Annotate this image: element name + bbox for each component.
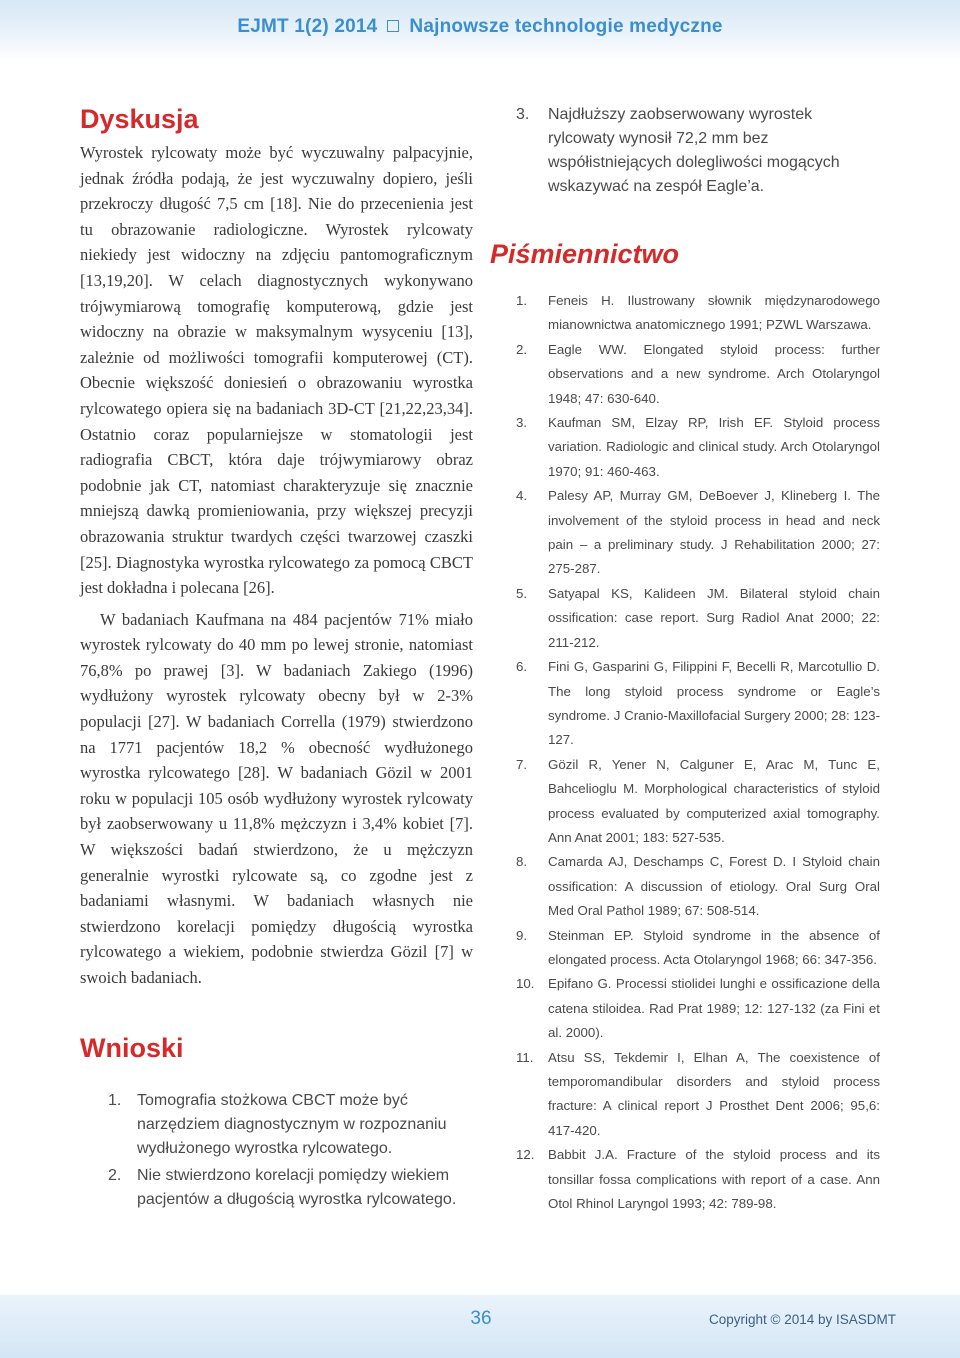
reference-text: Fini G, Gasparini G, Filippini F, Becelli R, Marcotullio D. The long styloid process syndrome or Eagle’s syndrome. J Cranio-Maxillofacial Surgery 2000; 28: 123-127. (548, 659, 880, 748)
left-column (80, 102, 473, 1215)
reference-text: Kaufman SM, Elzay RP, Irish EF. Styloid process variation. Radiologic and clinical study. Arch Otolaryngol 1970; 91: 460-463. (548, 415, 880, 479)
reference-number: 9. (516, 927, 528, 943)
discussion-body (80, 140, 473, 991)
reference-number: 6. (516, 659, 528, 675)
conclusion-text: Nie stwierdzono korelacji pomiędzy wiekiem pacjentów a długością wyrostka rylcowatego. (137, 1166, 457, 1208)
reference-item (516, 338, 880, 411)
conclusion-item (516, 103, 880, 199)
discussion-paragraph-2: W badaniach Kaufmana na 484 pacjentów 71% miało wyrostek rylcowaty do 40 mm po lewej stronie, natomiast 76,8% po prawej [3]. W badaniach Zakiego (1996) wydłużony wyrostek rylcowaty obecny był w 2-3% populacji [27]. W badaniach Corrella (1979) stwierdzono na 1771 pacjentów 18,2 % obecność wydłużonego wyrostka rylcowatego [28]. W badaniach Gözil w 2001 roku w populacji 105 osób wydłużony wyrostek rylcowaty był zaobserwowany u 11,8% mężczyzn i 3,4% kobiet [7]. W większości badań stwierdzono, że u mężczyzn generalnie wyrostki rylcowate są, co zgodne jest z badaniami własnymi. W badaniach własnych nie stwierdzono korelacji pomiędzy długością wyrostka rylcowatego a wiekiem, podobnie stwierdza Gözil [7] w swoich badaniach. (80, 609, 473, 987)
reference-item (516, 850, 880, 923)
reference-text: Epifano G. Processi stiolidei lunghi e ossificazione della catena stiloidea. Rad Prat 1989; 12: 127-132 (za Fini et al. 2000). (548, 976, 880, 1041)
conclusions-heading: Wnioski (80, 1032, 184, 1063)
journal-name: EJMT 1(2) 2014 (237, 16, 378, 37)
reference-item (516, 1046, 880, 1144)
conclusion-item (80, 1164, 473, 1212)
reference-item (516, 1143, 880, 1216)
reference-number: 5. (516, 585, 528, 601)
reference-item (516, 484, 880, 582)
page-number: 36 (470, 1308, 492, 1329)
reference-number: 8. (516, 854, 528, 870)
conclusion-number: 1. (108, 1091, 122, 1109)
conclusion-text: Najdłuższy zaobserwowany wyrostek rylcowaty wynosił 72,2 mm bez współistniejących dolegliwości mogących wskazywać na zespół Eagle’a. (548, 106, 840, 195)
reference-text: Satyapal KS, Kalideen JM. Bilateral styloid chain ossification: case report. Surg Radiol Anat 2000; 22: 211-212. (548, 585, 880, 650)
reference-text: Camarda AJ, Deschamps C, Forest D. I Styloid chain ossification: A discussion of etiology. Oral Surg Oral Med Oral Pathol 1989; 67: 508-514. (548, 854, 880, 919)
separator-square-icon (387, 20, 399, 32)
section-name: Najnowsze technologie medyczne (409, 16, 723, 37)
reference-item (516, 753, 880, 851)
references-heading: Piśmiennictwo (490, 239, 680, 269)
reference-item (516, 411, 880, 484)
reference-text: Feneis H. Ilustrowany słownik międzynarodowego mianownictwa anatomicznego 1991; PZWL Warszawa. (548, 293, 880, 333)
discussion-heading: Dyskusja (80, 104, 199, 134)
conclusions-list (80, 1089, 473, 1212)
conclusion-number: 3. (516, 106, 530, 123)
conclusion-item (80, 1089, 473, 1161)
reference-item (516, 924, 880, 973)
reference-number: 2. (516, 341, 528, 357)
reference-number: 11. (516, 1049, 534, 1065)
reference-item (516, 289, 880, 338)
running-header (0, 16, 960, 38)
reference-number: 10. (516, 976, 535, 992)
reference-item (516, 655, 880, 753)
reference-text: Gözil R, Yener N, Calguner E, Arac M, Tunc E, Bahcelioglu M. Morphological characteristics of styloid process evaluated by computerized axial tomography. Ann Anat 2001; 183: 527-535. (548, 756, 880, 845)
right-column (490, 103, 880, 1216)
conclusions-list-continued (516, 103, 880, 199)
references-list (516, 289, 880, 1216)
reference-text: Eagle WW. Elongated styloid process: further observations and a new syndrome. Arch Otolaryngol 1948; 47: 630-640. (548, 341, 880, 406)
reference-item (516, 972, 880, 1045)
reference-text: Steinman EP. Styloid syndrome in the absence of elongated process. Acta Otolaryngol 1968; 66: 347-356. (548, 927, 880, 967)
reference-item (516, 582, 880, 655)
reference-number: 4. (516, 488, 528, 504)
discussion-paragraph-1: Wyrostek rylcowaty może być wyczuwalny palpacyjnie, jednak źródła podają, że jest wyczuwalny dopiero, jeśli przekroczy długość 7,5 cm [18]. Nie do przecenienia jest tu obrazowanie radiologiczne. Wyrostek rylcowaty niekiedy jest widoczny na zdjęciu pantomograficznym [13,19,20]. W celach diagnostycznych wykonywano trójwymiarową tomografię komputerową, gdzie jest widoczny na obrazie w maksymalnym wysyceniu [13], zależnie od możliwości tomografii komputerowej (CT). Obecnie większość doniesień o obrazowaniu wyrostka rylcowatego opiera się na badaniach 3D-CT [21,22,23,34]. Ostatnio coraz popularniejsze w stomatologii jest radiografia CBCT, która daje trójwymiarowy obraz podobnie jak CT, natomiast charakteryzuje się znacznie mniejszą dawką promieniowania, przy większej precyzji obrazowania struktur twardych części twarzowej czaszki [25]. Diagnostyka wyrostka rylcowatego za pomocą CBCT jest dokładna i polecana [26]. (80, 143, 473, 598)
reference-text: Babbit J.A. Fracture of the styloid process and its tonsillar fossa complications with report of a case. Ann Otol Rhinol Laryngol 1993; 42: 789-98. (548, 1147, 880, 1212)
reference-number: 3. (516, 415, 528, 431)
reference-number: 12. (516, 1147, 535, 1163)
conclusion-text: Tomografia stożkowa CBCT może być narzędziem diagnostycznym w rozpoznaniu wydłużonego wyrostka rylcowatego. (137, 1091, 447, 1157)
conclusion-number: 2. (108, 1166, 122, 1184)
reference-number: 1. (516, 293, 528, 308)
reference-number: 7. (516, 756, 528, 772)
reference-text: Palesy AP, Murray GM, DeBoever J, Klineberg I. The involvement of the styloid process in head and neck pain – a preliminary study. J Rehabilitation 2000; 27: 275-287. (548, 488, 880, 577)
copyright-notice: Copyright © 2014 by ISASDMT (708, 1312, 896, 1327)
reference-text: Atsu SS, Tekdemir I, Elhan A, The coexistence of temporomandibular disorders and styloid process fracture: A clinical report J Prosthet Dent 2006; 95,6: 417-420. (548, 1049, 880, 1138)
